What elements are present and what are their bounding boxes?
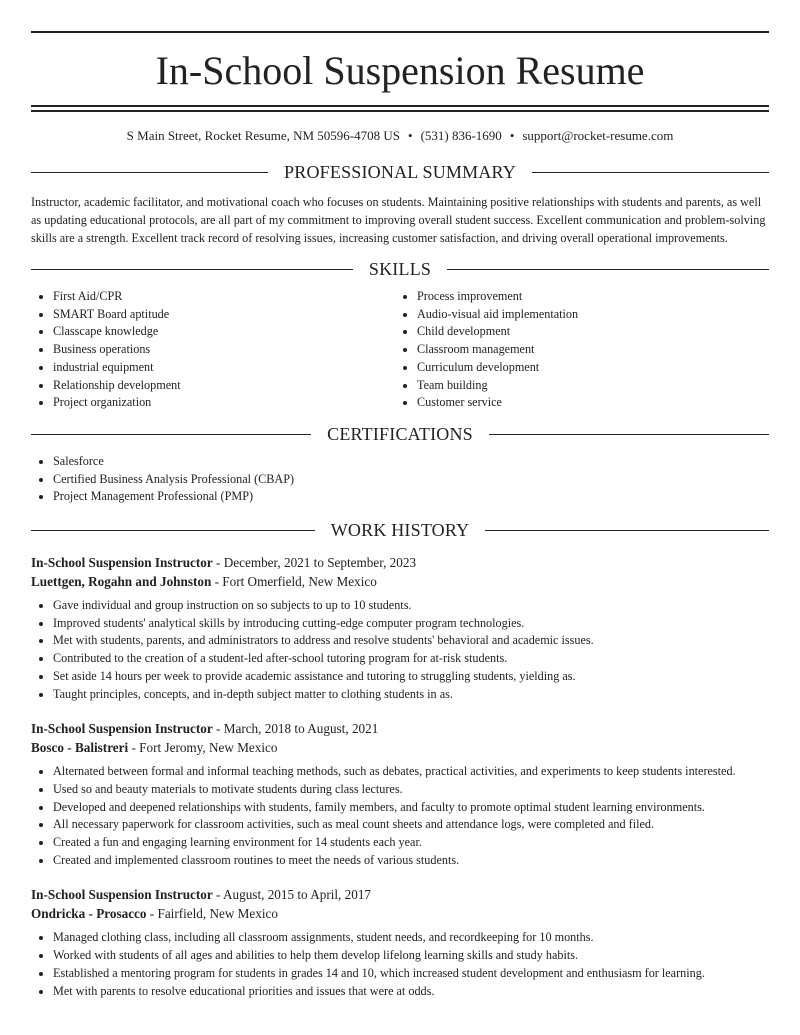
contact-separator: • xyxy=(408,128,413,143)
contact-phone: (531) 836-1690 xyxy=(420,128,502,143)
skills-heading-label: SKILLS xyxy=(368,259,432,279)
skill-item: • First Aid/CPR xyxy=(53,288,395,306)
job-location: - Fairfield, New Mexico xyxy=(146,906,278,922)
skills-right-column xyxy=(395,288,759,412)
job-bullet: • Established a mentoring program for students in grades 14 and 10, which increased student development and enthusiasm for learning. xyxy=(53,965,769,983)
job-bullets xyxy=(31,929,769,1000)
summary-heading-label: PROFESSIONAL SUMMARY xyxy=(284,162,516,182)
job-bullet: • Created a fun and engaging learning environment for 14 students each year. xyxy=(53,834,769,852)
certifications-heading-label: CERTIFICATIONS xyxy=(327,423,473,444)
skill-item: • Project organization xyxy=(53,394,395,412)
job-company-line xyxy=(31,904,769,923)
resume-title: In-School Suspension Resume xyxy=(155,48,645,93)
job-bullets xyxy=(31,597,769,703)
skills-left-column xyxy=(31,288,395,412)
job-entry xyxy=(31,885,769,1000)
skill-item: • SMART Board aptitude xyxy=(53,306,395,324)
job-dates: - March, 2018 to August, 2021 xyxy=(212,721,379,737)
top-divider xyxy=(31,31,769,33)
certifications-heading xyxy=(31,424,769,445)
skill-item: • Child development xyxy=(417,323,759,341)
job-bullet: • Gave individual and group instruction on so subjects to up to 10 students. xyxy=(53,597,769,615)
job-bullet: • Managed clothing class, including all classroom assignments, student needs, and recordkeeping for 10 months. xyxy=(53,929,769,947)
job-bullet: • Developed and deepened relationships with students, family members, and faculty to promote optimal student learning environments. xyxy=(53,799,769,817)
job-title-line xyxy=(31,553,769,572)
skills-heading xyxy=(31,259,769,280)
certifications-list xyxy=(31,453,769,506)
skill-item: • Curriculum development xyxy=(417,359,759,377)
job-location: - Fort Omerfield, New Mexico xyxy=(211,574,377,590)
contact-email: support@rocket-resume.com xyxy=(522,128,674,143)
certification-item: • Certified Business Analysis Professional (CBAP) xyxy=(53,471,769,489)
job-bullet: • Taught principles, concepts, and in-depth subject matter to clothing students in as. xyxy=(53,686,769,704)
job-entry xyxy=(31,553,769,703)
work-heading-label: WORK HISTORY xyxy=(330,520,470,541)
skill-item: • Business operations xyxy=(53,341,395,359)
skills-list xyxy=(31,288,769,412)
skill-item: • Customer service xyxy=(417,394,759,412)
job-bullet: • Improved students' analytical skills by introducing cutting-edge computer program technologies. xyxy=(53,615,769,633)
skill-item: • Process improvement xyxy=(417,288,759,306)
job-company: Luettgen, Rogahn and Johnston xyxy=(31,574,212,590)
job-bullet: • Alternated between formal and informal teaching methods, such as debates, practical activities, and experiments to keep students interested. xyxy=(53,763,769,781)
job-company-line xyxy=(31,572,769,591)
skill-item: • Relationship development xyxy=(53,377,395,395)
job-company-line xyxy=(31,738,769,757)
job-bullet: • Met with students, parents, and administrators to address and resolve students' behavioral and academic issues. xyxy=(53,632,769,650)
contact-separator: • xyxy=(509,128,515,143)
job-dates: - December, 2021 to September, 2023 xyxy=(212,555,417,571)
job-bullets xyxy=(31,763,769,869)
resume-page xyxy=(31,31,769,1000)
job-title: In-School Suspension Instructor xyxy=(31,721,213,737)
skill-item: • Classcape knowledge xyxy=(53,323,395,341)
job-title: In-School Suspension Instructor xyxy=(31,555,213,571)
job-title-line xyxy=(31,885,769,904)
job-location: - Fort Jeromy, New Mexico xyxy=(128,740,278,756)
work-heading xyxy=(31,520,769,541)
job-company: Bosco - Balistreri xyxy=(31,740,129,756)
job-bullet: • Contributed to the creation of a student-led after-school tutoring program for at-risk students. xyxy=(53,650,769,668)
work-history xyxy=(31,553,769,1000)
skill-item: • industrial equipment xyxy=(53,359,395,377)
job-dates: - August, 2015 to April, 2017 xyxy=(212,887,372,903)
skill-item: • Team building xyxy=(417,377,759,395)
skill-item: • Audio-visual aid implementation xyxy=(417,306,759,324)
contact-address: S Main Street, Rocket Resume, NM 50596-4708 US xyxy=(126,128,400,143)
title-divider xyxy=(31,105,769,112)
job-bullet: • Set aside 14 hours per week to provide academic assistance and tutoring to struggling students, yielding as. xyxy=(53,668,769,686)
job-bullet: • All necessary paperwork for classroom activities, such as meal count sheets and attendance logs, were completed and filed. xyxy=(53,816,769,834)
job-title-line xyxy=(31,719,769,738)
job-bullet: • Worked with students of all ages and abilities to help them develop lifelong learning skills and study habits. xyxy=(53,947,769,965)
job-entry xyxy=(31,719,769,869)
job-bullet: • Used so and beauty materials to motivate students during class lectures. xyxy=(53,781,769,799)
contact-line xyxy=(31,128,769,144)
summary-heading xyxy=(31,162,769,183)
job-bullet: • Created and implemented classroom routines to meet the needs of various students. xyxy=(53,852,769,870)
summary-text: Instructor, academic facilitator, and motivational coach who focuses on students. Maintaining positive relationships with students and parents, as well as updating educational protocols, are all part of my commitment to improving overall student success. Excellent communication and problem-solving skills are a strength. Excellent track record of resolving issues, increasing customer satisfaction, and driving overall operational improvements. xyxy=(31,195,766,245)
job-bullet: • Met with parents to resolve educational priorities and issues that were at odds. xyxy=(53,983,769,1001)
certification-item: • Project Management Professional (PMP) xyxy=(53,488,769,506)
certification-item: • Salesforce xyxy=(53,453,769,471)
skill-item: • Classroom management xyxy=(417,341,759,359)
job-company: Ondricka - Prosacco xyxy=(31,906,147,922)
job-title: In-School Suspension Instructor xyxy=(31,887,213,903)
